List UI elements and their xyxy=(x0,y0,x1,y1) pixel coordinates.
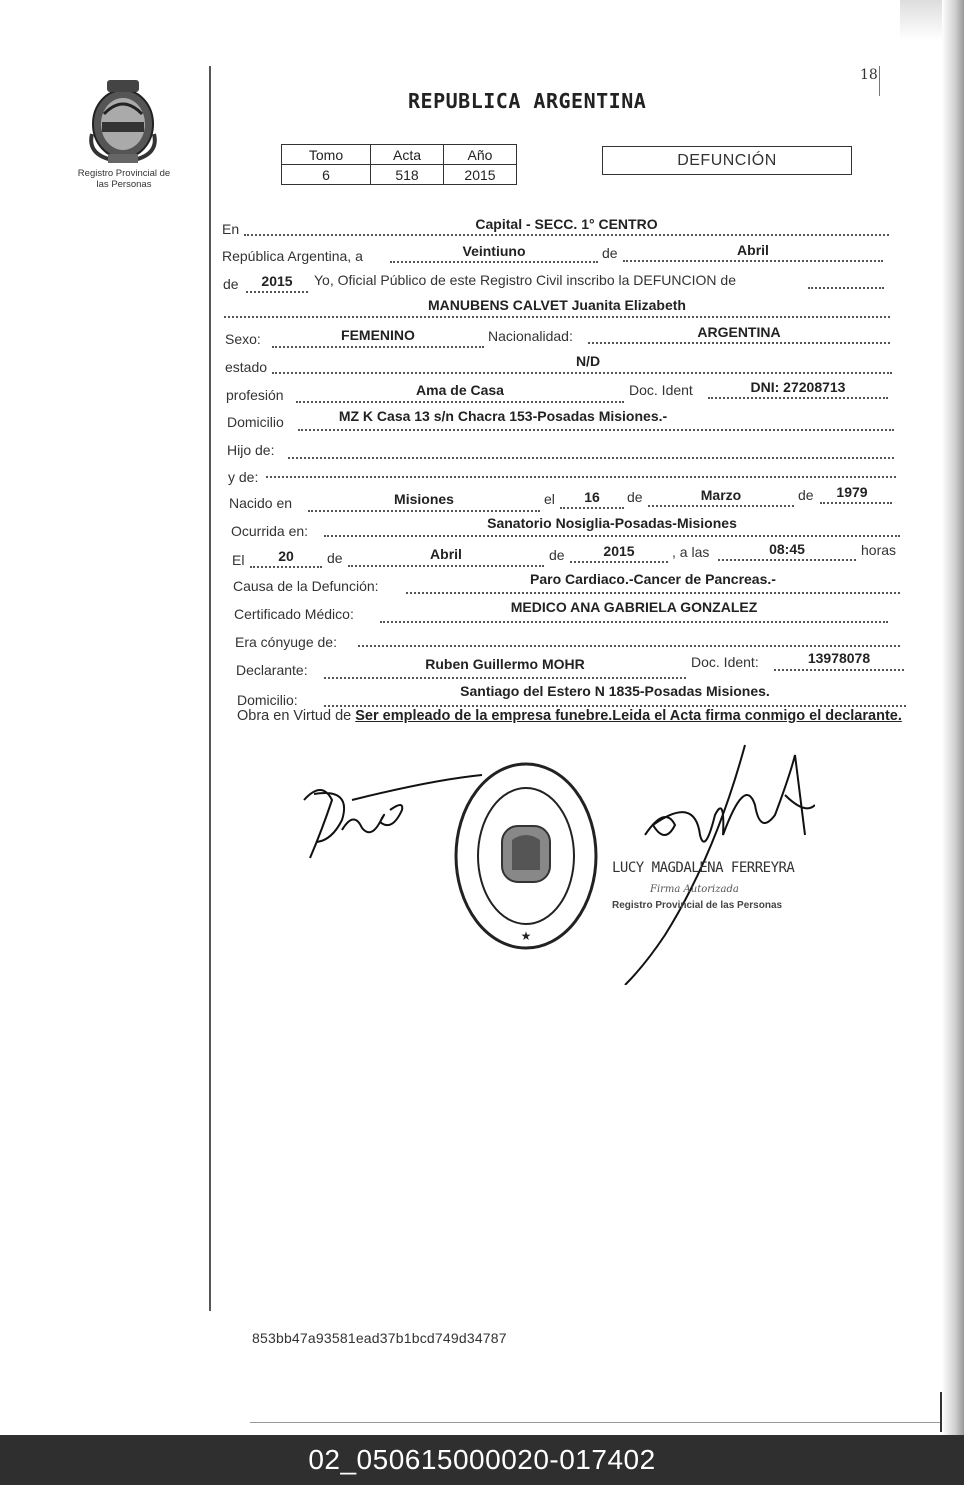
document-id: 02_050615000020-017402 xyxy=(308,1444,656,1475)
father-line xyxy=(288,457,894,459)
label-doc-ident: Doc. Ident: xyxy=(691,654,759,670)
certifier-value: MEDICO ANA GABRIELA GONZALEZ xyxy=(510,599,758,615)
dotted-line xyxy=(808,287,884,289)
reference-table xyxy=(281,144,517,185)
death-place-value: Sanatorio Nosiglia-Posadas-Misiones xyxy=(487,515,737,531)
label-profesion: profesión xyxy=(226,387,284,403)
dotted-line xyxy=(246,291,308,293)
label-domicilio: Domicilio xyxy=(227,414,284,430)
profession-value: Ama de Casa xyxy=(416,382,504,398)
label-declarante: Declarante: xyxy=(236,662,308,678)
officer-office: Registro Provincial de las Personas xyxy=(612,900,783,911)
corner-mark xyxy=(940,1392,942,1432)
label-oficial: Yo, Oficial Público de este Registro Civil inscribo la DEFUNCION de xyxy=(314,272,736,288)
coat-of-arms-logo xyxy=(82,74,164,166)
dotted-line xyxy=(296,401,624,403)
dotted-line xyxy=(250,566,322,568)
document-title: REPUBLICA ARGENTINA xyxy=(408,89,647,113)
acta-header: Acta xyxy=(371,145,444,165)
day-word-value: Veintiuno xyxy=(462,243,526,259)
label-ocurrida-en: Ocurrida en: xyxy=(231,523,309,539)
birth-month-value: Marzo xyxy=(700,487,742,503)
margin-line xyxy=(209,66,211,1311)
birth-year-value: 1979 xyxy=(836,484,868,500)
obra-text: Ser empleado de la empresa funebre.Leida el Acta firma conmigo el declarante. xyxy=(355,708,902,724)
label-sexo: Sexo: xyxy=(225,331,261,347)
label-el: el xyxy=(544,491,555,507)
civil-status-value: N/D xyxy=(575,353,601,369)
label-a-las: , a las xyxy=(672,544,710,560)
label-de: de xyxy=(602,245,618,261)
anio-value: 2015 xyxy=(444,165,517,185)
label-de: de xyxy=(627,489,643,505)
label-horas: horas xyxy=(861,542,897,558)
declarant-value: Ruben Guillermo MOHR xyxy=(425,656,585,672)
declarant-doc-value: 13978078 xyxy=(807,650,871,666)
dotted-line xyxy=(390,261,598,263)
dotted-line xyxy=(272,346,484,348)
dotted-line xyxy=(308,510,540,512)
dotted-line xyxy=(648,505,794,507)
tomo-value: 6 xyxy=(282,165,371,185)
label-nacionalidad: Nacionalidad: xyxy=(488,328,573,344)
tomo-header: Tomo xyxy=(282,145,371,165)
label-de-year: de xyxy=(223,276,239,292)
death-month-value: Abril xyxy=(430,546,462,562)
logo-caption: Registro Provincial de las Personas xyxy=(77,168,171,190)
declarant-address-value: Santiago del Estero N 1835-Posadas Misiones. xyxy=(460,683,770,699)
label-estado: estado xyxy=(225,359,268,375)
dotted-line xyxy=(718,559,856,561)
label-de: de xyxy=(327,550,343,566)
year-value: 2015 xyxy=(261,273,293,289)
dotted-line xyxy=(324,535,900,537)
dotted-line xyxy=(348,565,544,567)
birth-day-value: 16 xyxy=(584,489,600,505)
dotted-line xyxy=(708,397,888,399)
mother-line xyxy=(266,476,896,478)
dotted-line xyxy=(406,592,900,594)
dotted-line xyxy=(623,260,883,262)
document-type-box: DEFUNCIÓN xyxy=(602,146,852,175)
label-en: En xyxy=(222,221,240,237)
birth-place-value: Misiones xyxy=(394,491,454,507)
page-number: 18 xyxy=(860,67,878,83)
label-nacido-en: Nacido en xyxy=(229,495,293,511)
label-de: de xyxy=(549,547,565,563)
nationality-value: ARGENTINA xyxy=(697,324,781,340)
anio-header: Año xyxy=(444,145,517,165)
margin-line-right xyxy=(879,66,880,96)
officer-role: Firma Autorizada xyxy=(650,884,739,895)
spouse-line xyxy=(358,645,900,647)
label-domicilio-declarante: Domicilio: xyxy=(237,692,298,708)
death-time-value: 08:45 xyxy=(769,541,805,557)
label-el-cap: El xyxy=(232,552,245,568)
dni-value: DNI: 27208713 xyxy=(750,379,846,395)
dotted-line xyxy=(774,669,904,671)
label-conyuge: Era cónyuge de: xyxy=(235,634,337,650)
place-value: Capital - SECC. 1° CENTRO xyxy=(475,216,658,232)
label-doc-ident: Doc. Ident xyxy=(629,382,693,398)
acta-value: 518 xyxy=(371,165,444,185)
dotted-line xyxy=(570,561,668,563)
dotted-line xyxy=(588,342,890,344)
dotted-line xyxy=(380,621,888,623)
death-year-value: 2015 xyxy=(603,543,635,559)
dotted-line xyxy=(272,372,892,374)
bottom-edge xyxy=(250,1422,940,1423)
page-edge xyxy=(942,0,964,1435)
dotted-line xyxy=(244,234,889,236)
month-value: Abril xyxy=(737,242,769,258)
label-y-de: y de: xyxy=(228,469,259,485)
obra-en-virtud: Obra en Virtud de Ser empleado de la empresa funebre.Leida el Acta firma conmigo el declarante. xyxy=(237,708,902,724)
death-day-value: 20 xyxy=(278,548,294,564)
sex-value: FEMENINO xyxy=(341,327,415,343)
official-seal xyxy=(452,760,600,952)
dotted-line xyxy=(324,677,686,679)
label-de: de xyxy=(798,487,814,503)
document-hash: 853bb47a93581ead37b1bcd749d34787 xyxy=(252,1330,507,1346)
svg-text:★: ★ xyxy=(520,929,532,943)
deceased-name: MANUBENS CALVET Juanita Elizabeth xyxy=(428,297,686,313)
dotted-line xyxy=(224,316,890,318)
address-value: MZ K Casa 13 s/n Chacra 153-Posadas Misiones.- xyxy=(338,408,668,424)
label-republica: República Argentina, a xyxy=(222,248,363,264)
label-hijo-de: Hijo de: xyxy=(227,442,275,458)
officer-name: LUCY MAGDALENA FERREYRA xyxy=(612,860,795,876)
dotted-line xyxy=(298,429,894,431)
label-certificado: Certificado Médico: xyxy=(234,606,354,622)
dotted-line xyxy=(560,507,624,509)
label-causa: Causa de la Defunción: xyxy=(233,578,379,594)
dotted-line xyxy=(820,502,892,504)
cause-value: Paro Cardiaco.-Cancer de Pancreas.- xyxy=(530,571,776,587)
